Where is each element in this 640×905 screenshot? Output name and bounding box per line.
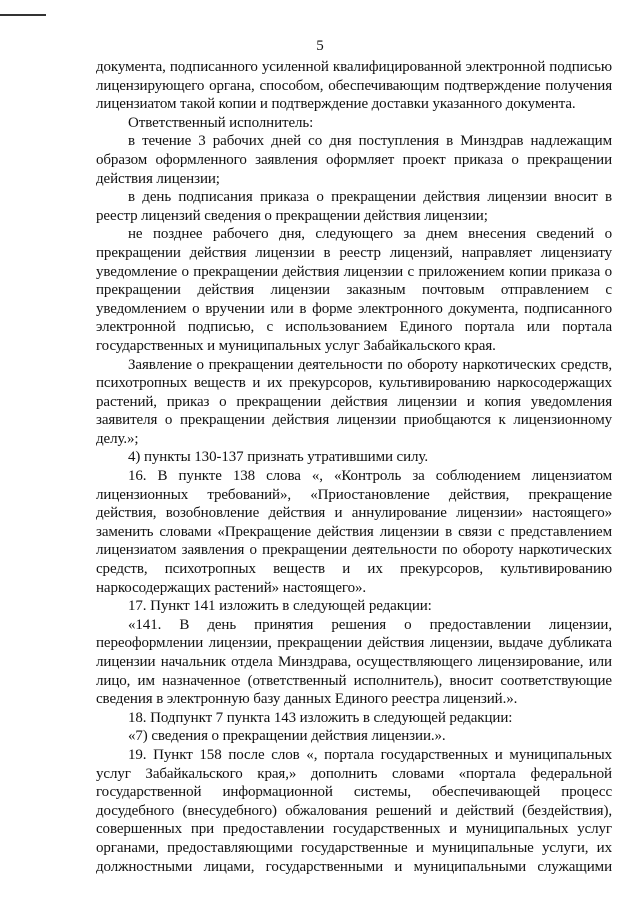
paragraph-clause-19: 19. Пункт 158 после слов «, портала государственных и муниципальных услуг Забайкальского края,» дополнить словами «портала федеральной государственной информационной системы, обеспечивающей процесс досудебного (внесудебного) обжалования решений и действий (бездействия), совершенных при предоставлении государственных и муниципальных услуг органами, предоставляющими государственные и муниципальные услуги, их должностными лицами, государственными и муниципальными служащими <box>96 746 612 875</box>
paragraph-notification: не позднее рабочего дня, следующего за днем внесения сведений о прекращении действия лицензии в реестр лицензий, направляет лицензиату уведомление о прекращении действия лицензии с приложением копии приказа о прекращении действия лицензии заказным почтовым отправлением с уведомлением о вручении или в форме электронного документа, подписанного электронной подписью, с использованием Единого портала или портала государственных и муниципальных услуг Забайкальского края. <box>96 226 612 354</box>
paragraph-continuation: документа, подписанного усиленной квалифицированной электронной подписью лицензирующего органа, способом, обеспечивающим подтверждение получения лицензиатом такой копии и подтверждение доставки указанного документа. <box>96 59 612 113</box>
paragraph-subclause-7-text: «7) сведения о прекращении действия лицензии.». <box>128 728 446 745</box>
paragraph-within-3-days: в течение 3 рабочих дней со дня поступления в Минздрав надлежащим образом оформленного заявления оформляет проект приказа о прекращении действия лицензии; <box>96 133 612 187</box>
header-rule <box>0 14 46 16</box>
paragraph-clause-18: 18. Подпункт 7 пункта 143 изложить в следующей редакции: <box>128 709 513 726</box>
paragraph-clause-16: 16. В пункте 138 слова «, «Контроль за соблюдением лицензиатом лицензионных требований», «Приостановление действия, прекращение действия, возобновление действия и аннулирование лицензии» настоящего» заменить словами «Прекращение действия лицензии в связи с представлением лицензиатом заявления о прекращении деятельности по обороту наркотических средств, психотропных веществ и их прекурсоров, культивированию наркосодержащих растений» настоящего». <box>96 468 612 596</box>
paragraph-day-of-signing: в день подписания приказа о прекращении действия лицензии вносит в реестр лицензий сведения о прекращении действия лицензии; <box>96 189 612 224</box>
paragraph-item-4: 4) пункты 130-137 признать утратившими силу. <box>128 449 428 466</box>
paragraph-responsible-executor: Ответственный исполнитель: <box>128 114 314 131</box>
page-number: 5 <box>316 38 324 54</box>
paragraph-clause-141-text: «141. В день принятия решения о предоставлении лицензии, переоформлении лицензии, прекращении действия лицензии, выдаче дубликата лицензии начальник отдела Минздрава, осуществляющего лицензирование, или лицо, им назначенное (ответственный исполнитель), вносит соответствующие сведения в электронную базу данных Единого реестра лицензий.». <box>96 616 612 708</box>
document-body <box>96 58 612 876</box>
paragraph-application-filed: Заявление о прекращении деятельности по обороту наркотических средств, психотропных веществ и их прекурсоров, культивированию наркосодержащих растений, приказ о прекращении действия лицензии и копия уведомления заявителя о прекращении действия лицензии приобщаются к лицензионному делу.»; <box>96 356 612 447</box>
paragraph-clause-17: 17. Пункт 141 изложить в следующей редакции: <box>128 598 432 615</box>
